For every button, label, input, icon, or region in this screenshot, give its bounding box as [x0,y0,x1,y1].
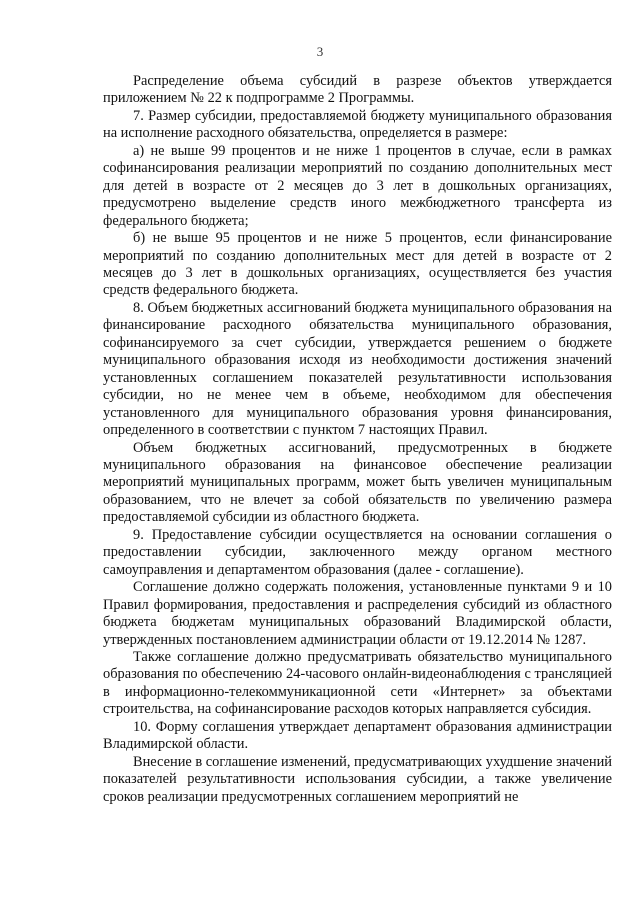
paragraph-item-10: 10. Форму соглашения утверждает департамент образования администрации Владимирской области. [103,718,612,753]
page-number: 3 [316,44,324,59]
paragraph-item-7b: б) не выше 95 процентов и не ниже 5 процентов, если финансирование мероприятий по созданию дополнительных мест для детей в возрасте от 2 месяцев до 3 лет в дошкольных организациях, осуществляется без участия средств федерального бюджета. [103,230,612,299]
paragraph-item-7: 7. Размер субсидии, предоставляемой бюджету муниципального образования на исполнение расходного обязательства, определяется в размере: [103,107,612,142]
paragraph-item-8: 8. Объем бюджетных ассигнований бюджета муниципального образования на финансирование расходного обязательства муниципального образования, софинансируемого за счет субсидии, утверждается решением о бюджете муниципального образования исходя из необходимости достижения значений установленных соглашением показателей результативности использования субсидии, но не менее чем в объеме, необходимом для обеспечения установленного для муниципального образования уровня финансирования, определенного в соответствии с пунктом 7 настоящих Правил. [103,299,612,439]
paragraph-agreement-changes: Внесение в соглашение изменений, предусматривающих ухудшение значений показателей результативности использования субсидии, а также увеличение сроков реализации предусмотренных соглашением мероприятий не [103,753,612,805]
paragraph-agreement-content: Соглашение должно содержать положения, установленные пунктами 9 и 10 Правил формирования, предоставления и распределения субсидий из областного бюджета бюджетам муниципальных образований Владимирской области, утвержденных постановлением администрации области от 19.12.2014 № 1287. [103,579,612,648]
paragraph-item-9: 9. Предоставление субсидии осуществляется на основании соглашения о предоставлении субсидии, заключенного между органом местного самоуправления и департаментом образования (далее - соглашение). [103,526,612,578]
paragraph-item-7a: а) не выше 99 процентов и не ниже 1 процентов в случае, если в рамках софинансирования реализации мероприятий по созданию дополнительных мест для детей в возрасте от 2 месяцев до 3 лет в дошкольных организациях, предусмотрено выделение средств иного межбюджетного трансферта из федерального бюджета; [103,142,612,229]
paragraph-video-surveillance: Также соглашение должно предусматривать обязательство муниципального образования по обеспечению 24-часового онлайн-видеонаблюдения с трансляцией в информационно-телекоммуникационной сети «Интернет» за объектами строительства, на софинансирование расходов которых направляется субсидия. [103,648,612,718]
paragraph-distribution: Распределение объема субсидий в разрезе объектов утверждается приложением № 22 к подпрограмме 2 Программы. [103,73,612,107]
document-body [103,73,612,806]
paragraph-budget-allocation: Объем бюджетных ассигнований, предусмотренных в бюджете муниципального образования на финансовое обеспечение реализации мероприятий муниципальных программ, может быть увеличен муниципальным образованием, что не влечет за собой обязательств по увеличению размера предоставляемой субсидии из областного бюджета. [103,439,612,526]
